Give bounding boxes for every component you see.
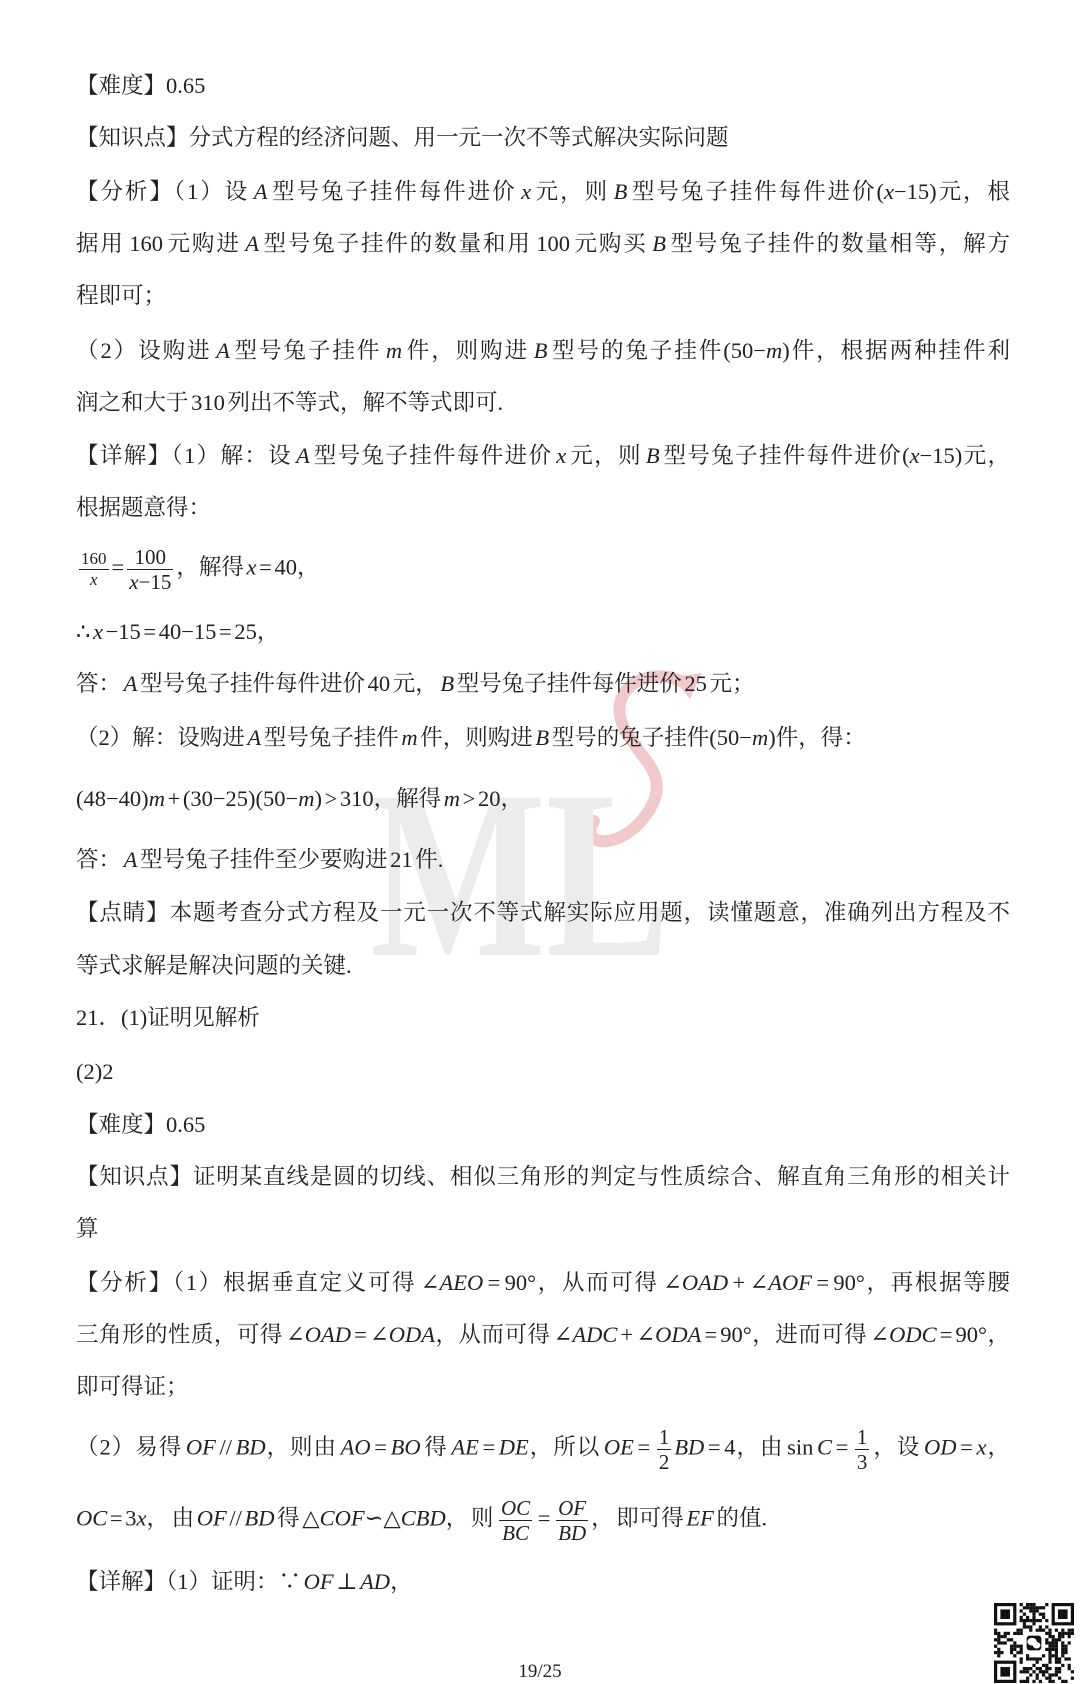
text-run: 1 — [658, 1424, 670, 1449]
math-variable: x — [909, 443, 920, 468]
text-run: = 4，由 sin — [704, 1434, 817, 1460]
math-variable: ODA — [655, 1322, 702, 1347]
math-variable: EF — [686, 1505, 714, 1531]
text-run: = 90°，从而可得 ∠ — [483, 1270, 682, 1295]
text-run: 【详解】（1）证明：∵ — [76, 1569, 304, 1594]
text-run: ， 则 — [445, 1505, 496, 1531]
q21-difficulty-line — [76, 1110, 205, 1140]
text-run: 元，则 — [531, 179, 614, 204]
math-variable: A — [216, 338, 230, 363]
fraction-denominator — [127, 570, 173, 594]
math-variable: m — [148, 786, 165, 811]
math-variable: C — [816, 1434, 832, 1460]
math-variable: OF — [185, 1434, 216, 1460]
text-run: ⊥ — [333, 1569, 361, 1594]
q20-comment-line — [76, 951, 352, 981]
page-number: 19/25 — [518, 1661, 562, 1682]
text-run: = 90°，再根据等腰 — [812, 1270, 1010, 1295]
text-run: ，设 — [872, 1434, 925, 1460]
q20-solution-line — [76, 493, 211, 523]
math-variable: OD — [924, 1434, 957, 1460]
text-run: ，解得 — [176, 554, 247, 580]
text-run: = ∠ — [351, 1322, 389, 1347]
math-variable: BC — [502, 1520, 529, 1545]
math-variable: A — [253, 179, 268, 204]
math-variable: A — [123, 671, 138, 696]
math-variable: m — [443, 786, 461, 811]
math-variable: x — [89, 569, 98, 589]
math-variable: x — [92, 619, 103, 644]
math-variable: OAD — [304, 1322, 352, 1347]
text-run: 型号兔子挂件 — [229, 338, 386, 363]
text-run: 三角形的性质，可得 ∠ — [76, 1322, 305, 1347]
q21-solution-line — [76, 1567, 413, 1597]
q21-answer-line — [76, 1003, 260, 1033]
text-run: 型号兔子挂件每件进价( — [627, 179, 884, 204]
text-run: 据用 160 元购进 — [76, 231, 246, 256]
text-run: = 90°， — [936, 1322, 1011, 1347]
text-run: ) > 310，解得 — [314, 786, 444, 811]
q21-answer-line — [76, 1057, 114, 1087]
math-variable: BD — [235, 1434, 266, 1460]
math-variable: OF — [303, 1569, 334, 1594]
text-run: 【分析】（1）根据垂直定义可得 ∠ — [76, 1270, 440, 1295]
text-run: 21．(1)证明见解析 — [76, 1005, 260, 1030]
math-variable: A — [245, 231, 259, 256]
text-run: 型号的兔子挂件(50− — [549, 725, 752, 750]
q20-analysis-line — [76, 177, 1010, 207]
math-variable: BD — [558, 1520, 587, 1545]
q20-solution-line — [76, 845, 443, 875]
text-run: 型号兔子挂件 — [261, 725, 402, 750]
text-run: ∽△ — [364, 1505, 401, 1531]
math-variable: m — [298, 786, 315, 811]
fraction — [556, 1496, 588, 1545]
fraction — [657, 1425, 672, 1474]
fraction — [127, 545, 173, 594]
q20-comment-line — [76, 898, 1010, 928]
q20-solution-line — [76, 669, 755, 699]
text-run: 型号兔子挂件的数量和用 100 元购买 — [258, 231, 653, 256]
text-run: (2)2 — [76, 1059, 114, 1084]
q20-solution-line — [76, 545, 319, 594]
math-variable: AEO — [439, 1270, 484, 1295]
q20-solution-line — [76, 617, 279, 647]
qr-code — [994, 1603, 1074, 1683]
text-run: （2）解：设购进 — [76, 725, 248, 750]
fraction-numerator — [79, 549, 109, 570]
q20-analysis-line — [76, 336, 1010, 366]
text-run: )件，得： — [768, 725, 866, 750]
math-variable: A — [296, 443, 310, 468]
text-run: 型号的兔子挂件(50− — [547, 338, 766, 363]
q21-analysis-line — [76, 1372, 189, 1402]
math-variable: BD — [674, 1434, 705, 1460]
text-run: （2）易得 — [76, 1434, 186, 1460]
q20-solution-line — [76, 441, 1010, 471]
text-run: 型号兔子挂件每件进价 — [309, 443, 557, 468]
text-run: 型号兔子挂件的数量相等，解方 — [665, 231, 1010, 256]
text-run: 【详解】（1）解：设 — [76, 443, 297, 468]
math-variable: ADC — [572, 1322, 618, 1347]
text-run: 【难度】0.65 — [76, 73, 206, 98]
text-run: 算 — [76, 1216, 99, 1241]
math-variable: x — [556, 443, 567, 468]
math-variable: B — [533, 338, 548, 363]
text-run: 件，则购进 — [402, 338, 534, 363]
text-run: 型号兔子挂件每件进价( — [659, 443, 910, 468]
math-variable: x — [246, 554, 257, 580]
text-run: + ∠ — [617, 1322, 656, 1347]
text-run: ， — [390, 1569, 413, 1594]
text-run: 【分析】（1）设 — [76, 179, 254, 204]
text-run: (48−40) — [76, 786, 149, 811]
fraction-numerator — [499, 1496, 532, 1521]
q20-analysis-line — [76, 229, 1010, 259]
text-run: 3 — [856, 1449, 868, 1474]
q21-knowledge-points-line — [76, 1214, 99, 1244]
text-run: 等式求解是解决问题的关键. — [76, 953, 352, 978]
math-variable: A — [247, 725, 262, 750]
q20-difficulty-line — [76, 71, 205, 101]
math-variable: AO — [340, 1434, 371, 1460]
text-run: 2 — [658, 1449, 670, 1474]
text-run: 的值. — [713, 1505, 768, 1531]
math-variable: OF — [558, 1495, 587, 1520]
q21-analysis-line — [76, 1320, 1010, 1350]
text-run: )件，根据两种挂件利 — [782, 338, 1010, 363]
text-run: > 20， — [460, 786, 523, 811]
q21-analysis-line — [76, 1425, 1010, 1474]
text-run: −15)元，根 — [893, 179, 1010, 204]
fraction-denominator — [855, 1450, 870, 1474]
text-run: 型号兔子挂件每件进价 40 元， — [137, 671, 441, 696]
fraction-numerator — [556, 1496, 588, 1521]
text-run: 润之和大于 310 列出不等式，解不等式即可. — [76, 390, 504, 415]
text-run: 程即可； — [76, 283, 167, 308]
text-run: 【点睛】本题考查分式方程及一元一次不等式解实际应用题，读懂题意，准确列出方程及不 — [76, 900, 1010, 925]
q21-analysis-line — [76, 1268, 1010, 1298]
text-run: 根据题意得： — [76, 495, 212, 520]
math-variable: m — [751, 725, 769, 750]
text-run: 得 △ — [274, 1505, 320, 1531]
text-run: 型号兔子挂件每件进价 25 元； — [454, 671, 755, 696]
fraction-denominator — [79, 570, 109, 590]
math-variable: x — [976, 1434, 987, 1460]
text-run: 【难度】0.65 — [76, 1112, 206, 1137]
q20-solution-line — [76, 723, 866, 753]
text-run: 件，则购进 — [417, 725, 536, 750]
text-run: 160 — [81, 548, 107, 568]
math-variable: AOF — [768, 1270, 813, 1295]
text-run: = — [956, 1434, 977, 1460]
math-variable: OAD — [681, 1270, 729, 1295]
math-variable: AD — [360, 1569, 391, 1594]
text-run: = — [831, 1434, 852, 1460]
text-run: = 3 — [107, 1505, 137, 1531]
math-variable: CBD — [400, 1505, 446, 1531]
text-run: 答： — [76, 671, 124, 696]
math-variable: m — [401, 725, 418, 750]
math-variable: ODC — [889, 1322, 937, 1347]
q20-knowledge-points-line — [76, 123, 729, 153]
math-variable: ODA — [388, 1322, 436, 1347]
text-run: 型号兔子挂件至少要购进 21 件. — [137, 847, 444, 872]
math-variable: B — [440, 671, 455, 696]
fraction-numerator — [657, 1425, 672, 1450]
fraction-numerator — [127, 545, 173, 570]
math-variable: x — [129, 569, 139, 594]
text-run: ，则由 — [265, 1434, 341, 1460]
math-variable: x — [883, 179, 894, 204]
math-variable: AE — [451, 1434, 479, 1460]
fraction — [499, 1496, 532, 1545]
text-run: （2）设购进 — [76, 338, 217, 363]
text-run: = — [535, 1505, 554, 1531]
text-run: 得 — [420, 1434, 452, 1460]
fraction-denominator — [657, 1450, 672, 1474]
math-variable: A — [123, 847, 138, 872]
text-run: 型号兔子挂件每件进价 — [267, 179, 522, 204]
math-variable: m — [385, 338, 403, 363]
fraction-denominator — [499, 1521, 532, 1545]
math-variable: m — [766, 338, 783, 363]
math-variable: B — [613, 179, 628, 204]
q20-solution-line — [76, 784, 523, 814]
math-variable: x — [136, 1505, 147, 1531]
q21-analysis-line — [76, 1496, 767, 1545]
math-variable: OC — [76, 1505, 108, 1531]
text-run: = — [111, 554, 125, 580]
text-run: ， 由 — [146, 1505, 197, 1531]
math-variable: BO — [390, 1434, 421, 1460]
watermark-letters: ML — [370, 741, 670, 975]
text-run: = — [478, 1434, 499, 1460]
text-run: // — [226, 1505, 245, 1531]
math-variable: OC — [500, 1495, 531, 1520]
math-variable: B — [645, 443, 660, 468]
math-variable: B — [652, 231, 666, 256]
math-variable: COF — [319, 1505, 365, 1531]
text-run: 答： — [76, 847, 124, 872]
text-run: ，从而可得 ∠ — [435, 1322, 573, 1347]
math-variable: x — [521, 179, 532, 204]
text-run: + (30−25)(50− — [164, 786, 299, 811]
fraction — [79, 549, 109, 590]
text-run: 100 — [134, 544, 167, 569]
fraction-numerator — [855, 1425, 870, 1450]
math-variable: OF — [196, 1505, 227, 1531]
text-run: = 40， — [256, 554, 320, 580]
fraction-denominator — [556, 1521, 588, 1545]
text-run: = — [633, 1434, 654, 1460]
math-variable: OE — [603, 1434, 634, 1460]
text-run: 【知识点】证明某直线是圆的切线、相似三角形的判定与性质综合、解直角三角形的相关计 — [76, 1164, 1010, 1189]
text-run: = — [370, 1434, 391, 1460]
text-run: + ∠ — [728, 1270, 769, 1295]
fraction — [855, 1425, 870, 1474]
text-run: ∴ — [76, 619, 93, 644]
text-run: // — [215, 1434, 236, 1460]
text-run: 1 — [856, 1424, 868, 1449]
text-run: −15 = 40−15 = 25， — [102, 619, 280, 644]
text-run: −15 — [138, 569, 172, 594]
text-run: 【知识点】分式方程的经济问题、用一元一次不等式解决实际问题 — [76, 125, 729, 150]
math-variable: DE — [498, 1434, 529, 1460]
math-variable: B — [535, 725, 550, 750]
text-run: 元，则 — [566, 443, 646, 468]
text-run: ， 即可得 — [591, 1505, 687, 1531]
text-run: ， — [986, 1434, 1010, 1460]
math-variable: BD — [244, 1505, 275, 1531]
q21-knowledge-points-line — [76, 1162, 1010, 1192]
text-run: 即可得证； — [76, 1374, 189, 1399]
text-run: −15)元， — [919, 443, 1010, 468]
q20-analysis-line — [76, 281, 166, 311]
q20-analysis-line — [76, 388, 503, 418]
text-run: = 90°，进而可得 ∠ — [701, 1322, 890, 1347]
text-run: ，所以 — [528, 1434, 604, 1460]
